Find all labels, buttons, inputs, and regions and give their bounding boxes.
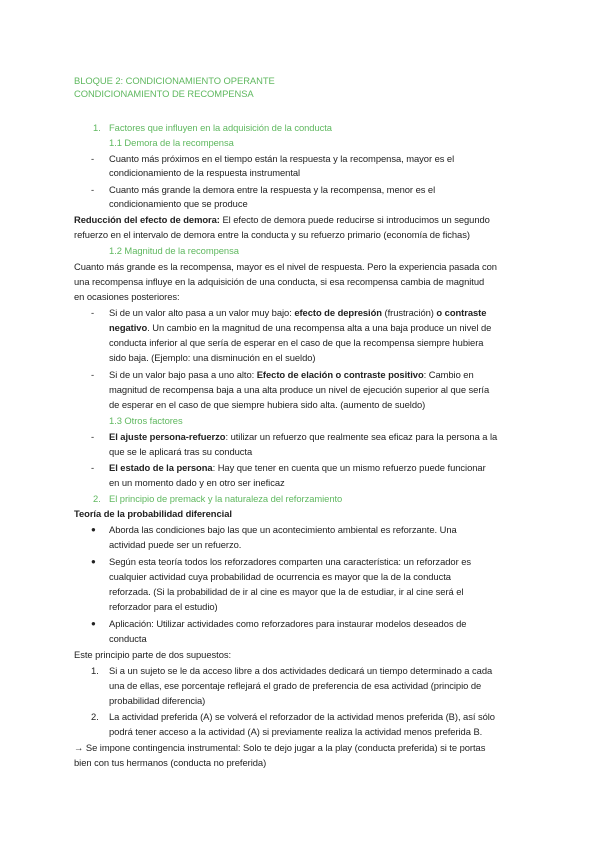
text: : Cambio en <box>423 369 474 380</box>
list-item-cont: que se le aplicará tras su conducta <box>109 446 253 457</box>
number-marker: 1. <box>91 665 99 676</box>
theory-heading: Teoría de la probabilidad diferencial <box>74 508 232 519</box>
bold-term: El estado de la persona <box>109 462 213 473</box>
bold-term: Efecto de elación o contraste positivo <box>256 369 424 380</box>
section-number: 1. <box>93 122 101 133</box>
bold-term: El ajuste persona-refuerzo <box>109 431 226 442</box>
list-item: Cuanto más próximos en el tiempo están la respuesta y la recompensa, mayor es el <box>109 153 455 164</box>
paragraph <box>74 214 490 226</box>
list-item-cont: una de ellas, ese porcentaje reflejará el grado de preferencia de esa actividad (principio de <box>109 680 482 691</box>
list-item <box>109 462 486 474</box>
list-item-cont: en un momento dado y en otro ser ineficaz <box>109 477 285 488</box>
bold-term: Reducción del efecto de demora: <box>74 214 220 225</box>
paragraph-cont: bien con tus hermanos (conducta no preferida) <box>74 757 267 768</box>
paragraph-cont: una recompensa influye en la adquisición de una conducta, si esa recompensa cambia de magnitud <box>74 276 485 287</box>
section-heading: Factores que influyen en la adquisición de la conducta <box>109 122 332 133</box>
list-item-cont: magnitud de recompensa baja a una alta produce un nivel de ejecución superior al que sería <box>109 384 490 395</box>
bullet-marker: ● <box>91 557 96 566</box>
subsection-heading: 1.3 Otros factores <box>109 415 183 426</box>
number-marker: 2. <box>91 711 99 722</box>
list-item: La actividad preferida (A) se volverá el reforzador de la actividad menos preferida (B), así sólo <box>109 711 495 722</box>
subsection-heading: 1.1 Demora de la recompensa <box>109 137 234 148</box>
text: . Un cambio en la magnitud de una recompensa alta a una baja produce un nivel de <box>147 322 492 333</box>
list-item-cont: sido baja. (Ejemplo: una disminución en el sueldo) <box>109 352 316 363</box>
list-item <box>109 431 497 443</box>
block-title: BLOQUE 2: CONDICIONAMIENTO OPERANTE <box>74 75 275 86</box>
list-item-cont: condicionamiento que se produce <box>109 198 248 209</box>
text: (frustración) <box>381 307 437 318</box>
list-item: Cuanto más grande la demora entre la respuesta y la recompensa, menor es el <box>109 184 436 195</box>
paragraph-cont: en ocasiones posteriores: <box>74 291 180 302</box>
list-item-cont <box>109 322 491 334</box>
paragraph: → Se impone contingencia instrumental: Solo te dejo jugar a la play (conducta preferida) si te portas <box>74 742 486 753</box>
paragraph: Cuanto más grande es la recompensa, mayor es el nivel de respuesta. Pero la experiencia pasada con <box>74 261 497 272</box>
bullet-marker: ● <box>91 525 96 534</box>
bold-term: negativo <box>109 322 148 333</box>
list-item-cont: conducta inferior al que sería de esperar en el caso de que la recompensa siempre hubiera <box>109 337 484 348</box>
subsection-heading: 1.2 Magnitud de la recompensa <box>109 245 239 256</box>
list-item-cont: conducta <box>109 633 147 644</box>
list-item-cont: actividad puede ser un refuerzo. <box>109 539 242 550</box>
list-item: Si a un sujeto se le da acceso libre a dos actividades dedicará un tiempo determinado a cada <box>109 665 493 676</box>
text: : Hay que tener en cuenta que un mismo refuerzo puede funcionar <box>212 462 486 473</box>
list-item-cont: probabilidad diferencia) <box>109 695 206 706</box>
paragraph-text: El efecto de demora puede reducirse si introducimos un segundo <box>219 214 490 225</box>
dash-marker: - <box>91 153 95 164</box>
list-item-cont: reforzador para el estudio) <box>109 601 218 612</box>
dash-marker: - <box>91 307 95 318</box>
list-item: Según esta teoría todos los reforzadores comparten una característica: un reforzador es <box>109 556 471 567</box>
dash-marker: - <box>91 431 95 442</box>
paragraph-cont: refuerzo en el intervalo de demora entre la conducta y su refuerzo primario (economía de fichas) <box>74 229 470 240</box>
list-item-cont: de esperar en el caso de que siempre hubiera sido alta. (aumento de sueldo) <box>109 399 426 410</box>
text: Si de un valor alto pasa a un valor muy bajo: <box>109 307 295 318</box>
section-number: 2. <box>93 493 101 504</box>
section-heading: El principio de premack y la naturaleza del reforzamiento <box>109 493 343 504</box>
section-title: CONDICIONAMIENTO DE RECOMPENSA <box>74 88 254 99</box>
bullet-marker: ● <box>91 619 96 628</box>
list-item: Aborda las condiciones bajo las que un acontecimiento ambiental es reforzante. Una <box>109 524 457 535</box>
list-item: Aplicación: Utilizar actividades como reforzadores para instaurar modelos deseados de <box>109 618 467 629</box>
dash-marker: - <box>91 184 95 195</box>
list-item <box>109 369 474 381</box>
text: Si de un valor bajo pasa a uno alto: <box>109 369 257 380</box>
paragraph: Este principio parte de dos supuestos: <box>74 649 232 660</box>
bold-term: o contraste <box>436 307 487 318</box>
bold-term: efecto de depresión <box>294 307 382 318</box>
text: : utilizar un refuerzo que realmente sea eficaz para la persona a la <box>225 431 498 442</box>
dash-marker: - <box>91 462 95 473</box>
list-item <box>109 307 486 319</box>
list-item-cont: condicionamiento de la respuesta instrumental <box>109 167 301 178</box>
list-item-cont: reforzada. (Si la probabilidad de ir al cine es mayor que la de estudiar, ir al cine será el <box>109 586 464 597</box>
list-item-cont: podrá tener acceso a la actividad (A) si previamente realiza la actividad menos preferida B. <box>109 726 483 737</box>
list-item-cont: cualquier actividad cuya probabilidad de ocurrencia es mayor que la de la conducta <box>109 571 451 582</box>
dash-marker: - <box>91 369 95 380</box>
